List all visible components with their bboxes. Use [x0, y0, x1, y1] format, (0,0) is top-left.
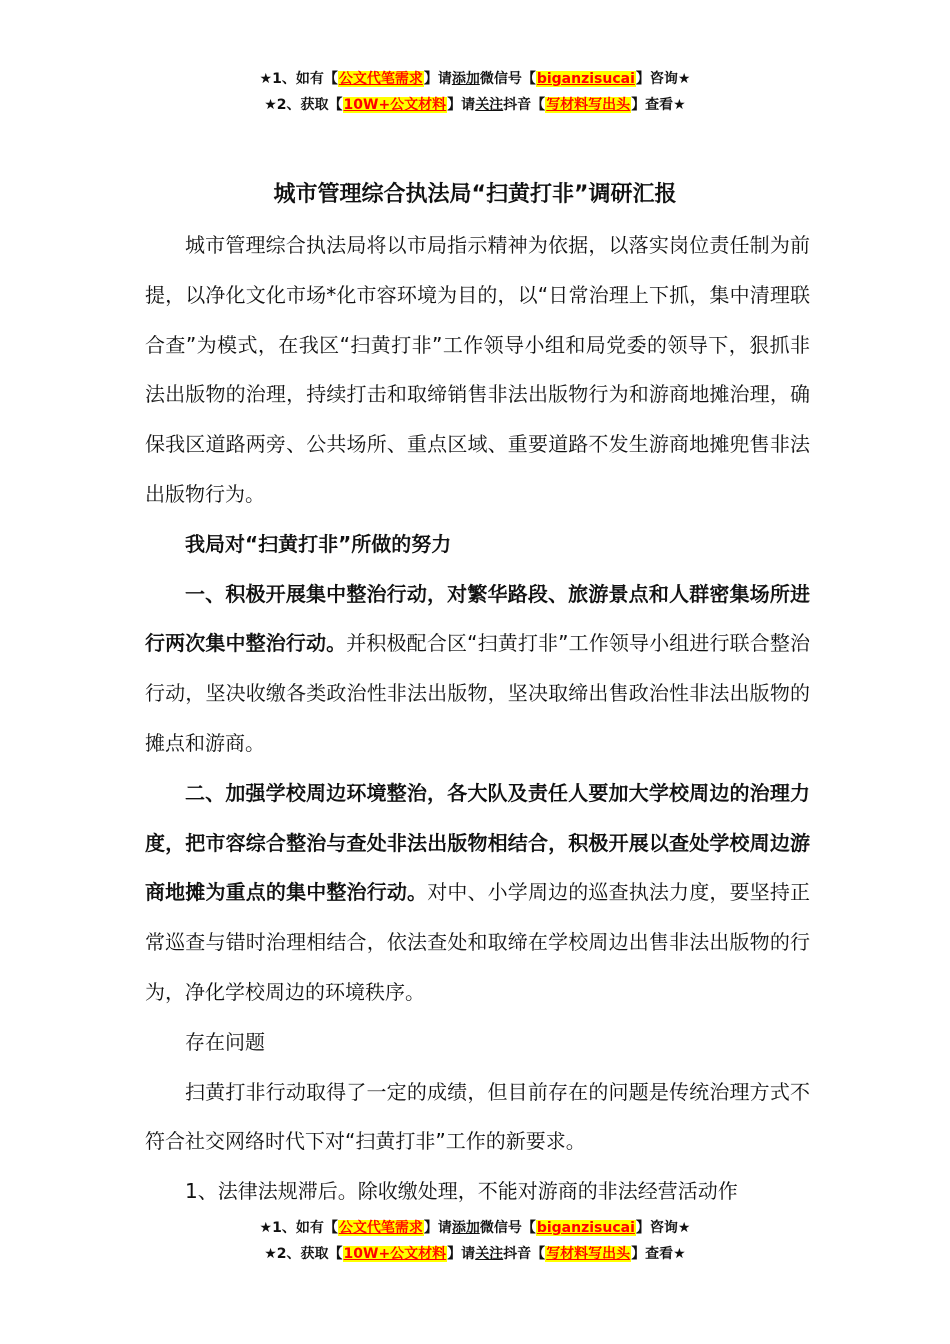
paragraph-problems: 扫黄打非行动取得了一定的成绩，但目前存在的问题是传统治理方式不符合社交网络时代下对“扫黄打非”工作的新要求。: [145, 1079, 810, 1154]
banner-text: 】查看★: [631, 97, 686, 113]
banner-text: 抖音【: [503, 97, 546, 113]
banner-text: 】查看★: [631, 1246, 686, 1262]
banner-text: ★2、获取【: [264, 97, 343, 113]
banner-text: 】请: [447, 1246, 476, 1262]
banner-underline: 关注: [475, 97, 504, 113]
banner-highlight: 公文代笔需求: [338, 71, 423, 87]
banner-text: 】请: [423, 1220, 452, 1236]
paragraph-item-2: [145, 769, 810, 1018]
banner-underline: 关注: [475, 1246, 504, 1262]
banner-highlight: biganzisucai: [536, 1220, 635, 1236]
banner-highlight: 10W+公文材料: [343, 1246, 447, 1262]
banner-text: ★2、获取【: [264, 1246, 343, 1262]
paragraph-intro: 城市管理综合执法局将以市局指示精神为依据，以落实岗位责任制为前提，以净化文化市场*化市容环境为目的，以“日常治理上下抓，集中清理联合查”为模式，在我区“扫黄打非”工作领导小组和局党委的领导下，狠抓非法出版物的治理，持续打击和取缔销售非法出版物行为和游商地摊治理，确保我区道路两旁、公共场所、重点区域、重要道路不发生游商地摊兜售非法出版物行为。: [145, 233, 810, 506]
banner-text: 】请: [423, 71, 452, 87]
banner-text: 】咨询★: [635, 71, 691, 87]
item-2-text: 对中、小学周边的巡查执法力度，要坚持正常巡查与错时治理相结合，依法查处和取缔在学校周边出售非法出版物的行为，净化学校周边的环境秩序。: [145, 880, 810, 1004]
paragraph-problem-1: 1、法律法规滞后。除收缴处理，不能对游商的非法经营活动作: [185, 1179, 738, 1204]
banner-highlight: 10W+公文材料: [343, 97, 447, 113]
item-1-heading: 一、积极开展集中整治行动，对繁华路段、旅游景点和人群密集场所进行两次集中整治行动。: [145, 581, 810, 656]
banner-highlight: 写材料写出头: [546, 97, 631, 113]
banner-highlight: 写材料写出头: [546, 1246, 631, 1262]
banner-line-1: [0, 1215, 950, 1241]
document-title: 城市管理综合执法局“扫黄打非”调研汇报: [273, 182, 677, 207]
banner-text: 】请: [447, 97, 476, 113]
banner-text: ★1、如有【: [259, 1220, 338, 1236]
banner-highlight: 公文代笔需求: [338, 1220, 423, 1236]
banner-text: 抖音【: [503, 1246, 546, 1262]
footer-banner: [0, 1215, 950, 1267]
item-2-heading: 二、加强学校周边环境整治，各大队及责任人要加大学校周边的治理力度，把市容综合整治与查处非法出版物相结合，积极开展以查处学校周边游商地摊为重点的集中整治行动。: [145, 780, 810, 905]
banner-text: 】咨询★: [635, 1220, 691, 1236]
section-heading-efforts: 我局对“扫黄打非”所做的努力: [185, 531, 452, 556]
banner-line-2: [0, 1241, 950, 1267]
banner-text: 微信号【: [479, 1220, 536, 1236]
banner-line-2: [0, 92, 950, 118]
banner-underline: 添加: [451, 1220, 480, 1236]
banner-highlight: biganzisucai: [536, 71, 635, 87]
item-1-text: 并积极配合区“扫黄打非”工作领导小组进行联合整治行动，坚决收缴各类政治性非法出版物，坚决取缔出售政治性非法出版物的摊点和游商。: [145, 631, 810, 755]
section-heading-problems: 存在问题: [185, 1029, 265, 1054]
banner-line-1: [0, 66, 950, 92]
banner-underline: 添加: [451, 71, 480, 87]
banner-text: 微信号【: [479, 71, 536, 87]
banner-text: ★1、如有【: [259, 71, 338, 87]
document-body: [145, 221, 810, 1217]
paragraph-item-1: [145, 570, 810, 769]
header-banner: [0, 66, 950, 118]
